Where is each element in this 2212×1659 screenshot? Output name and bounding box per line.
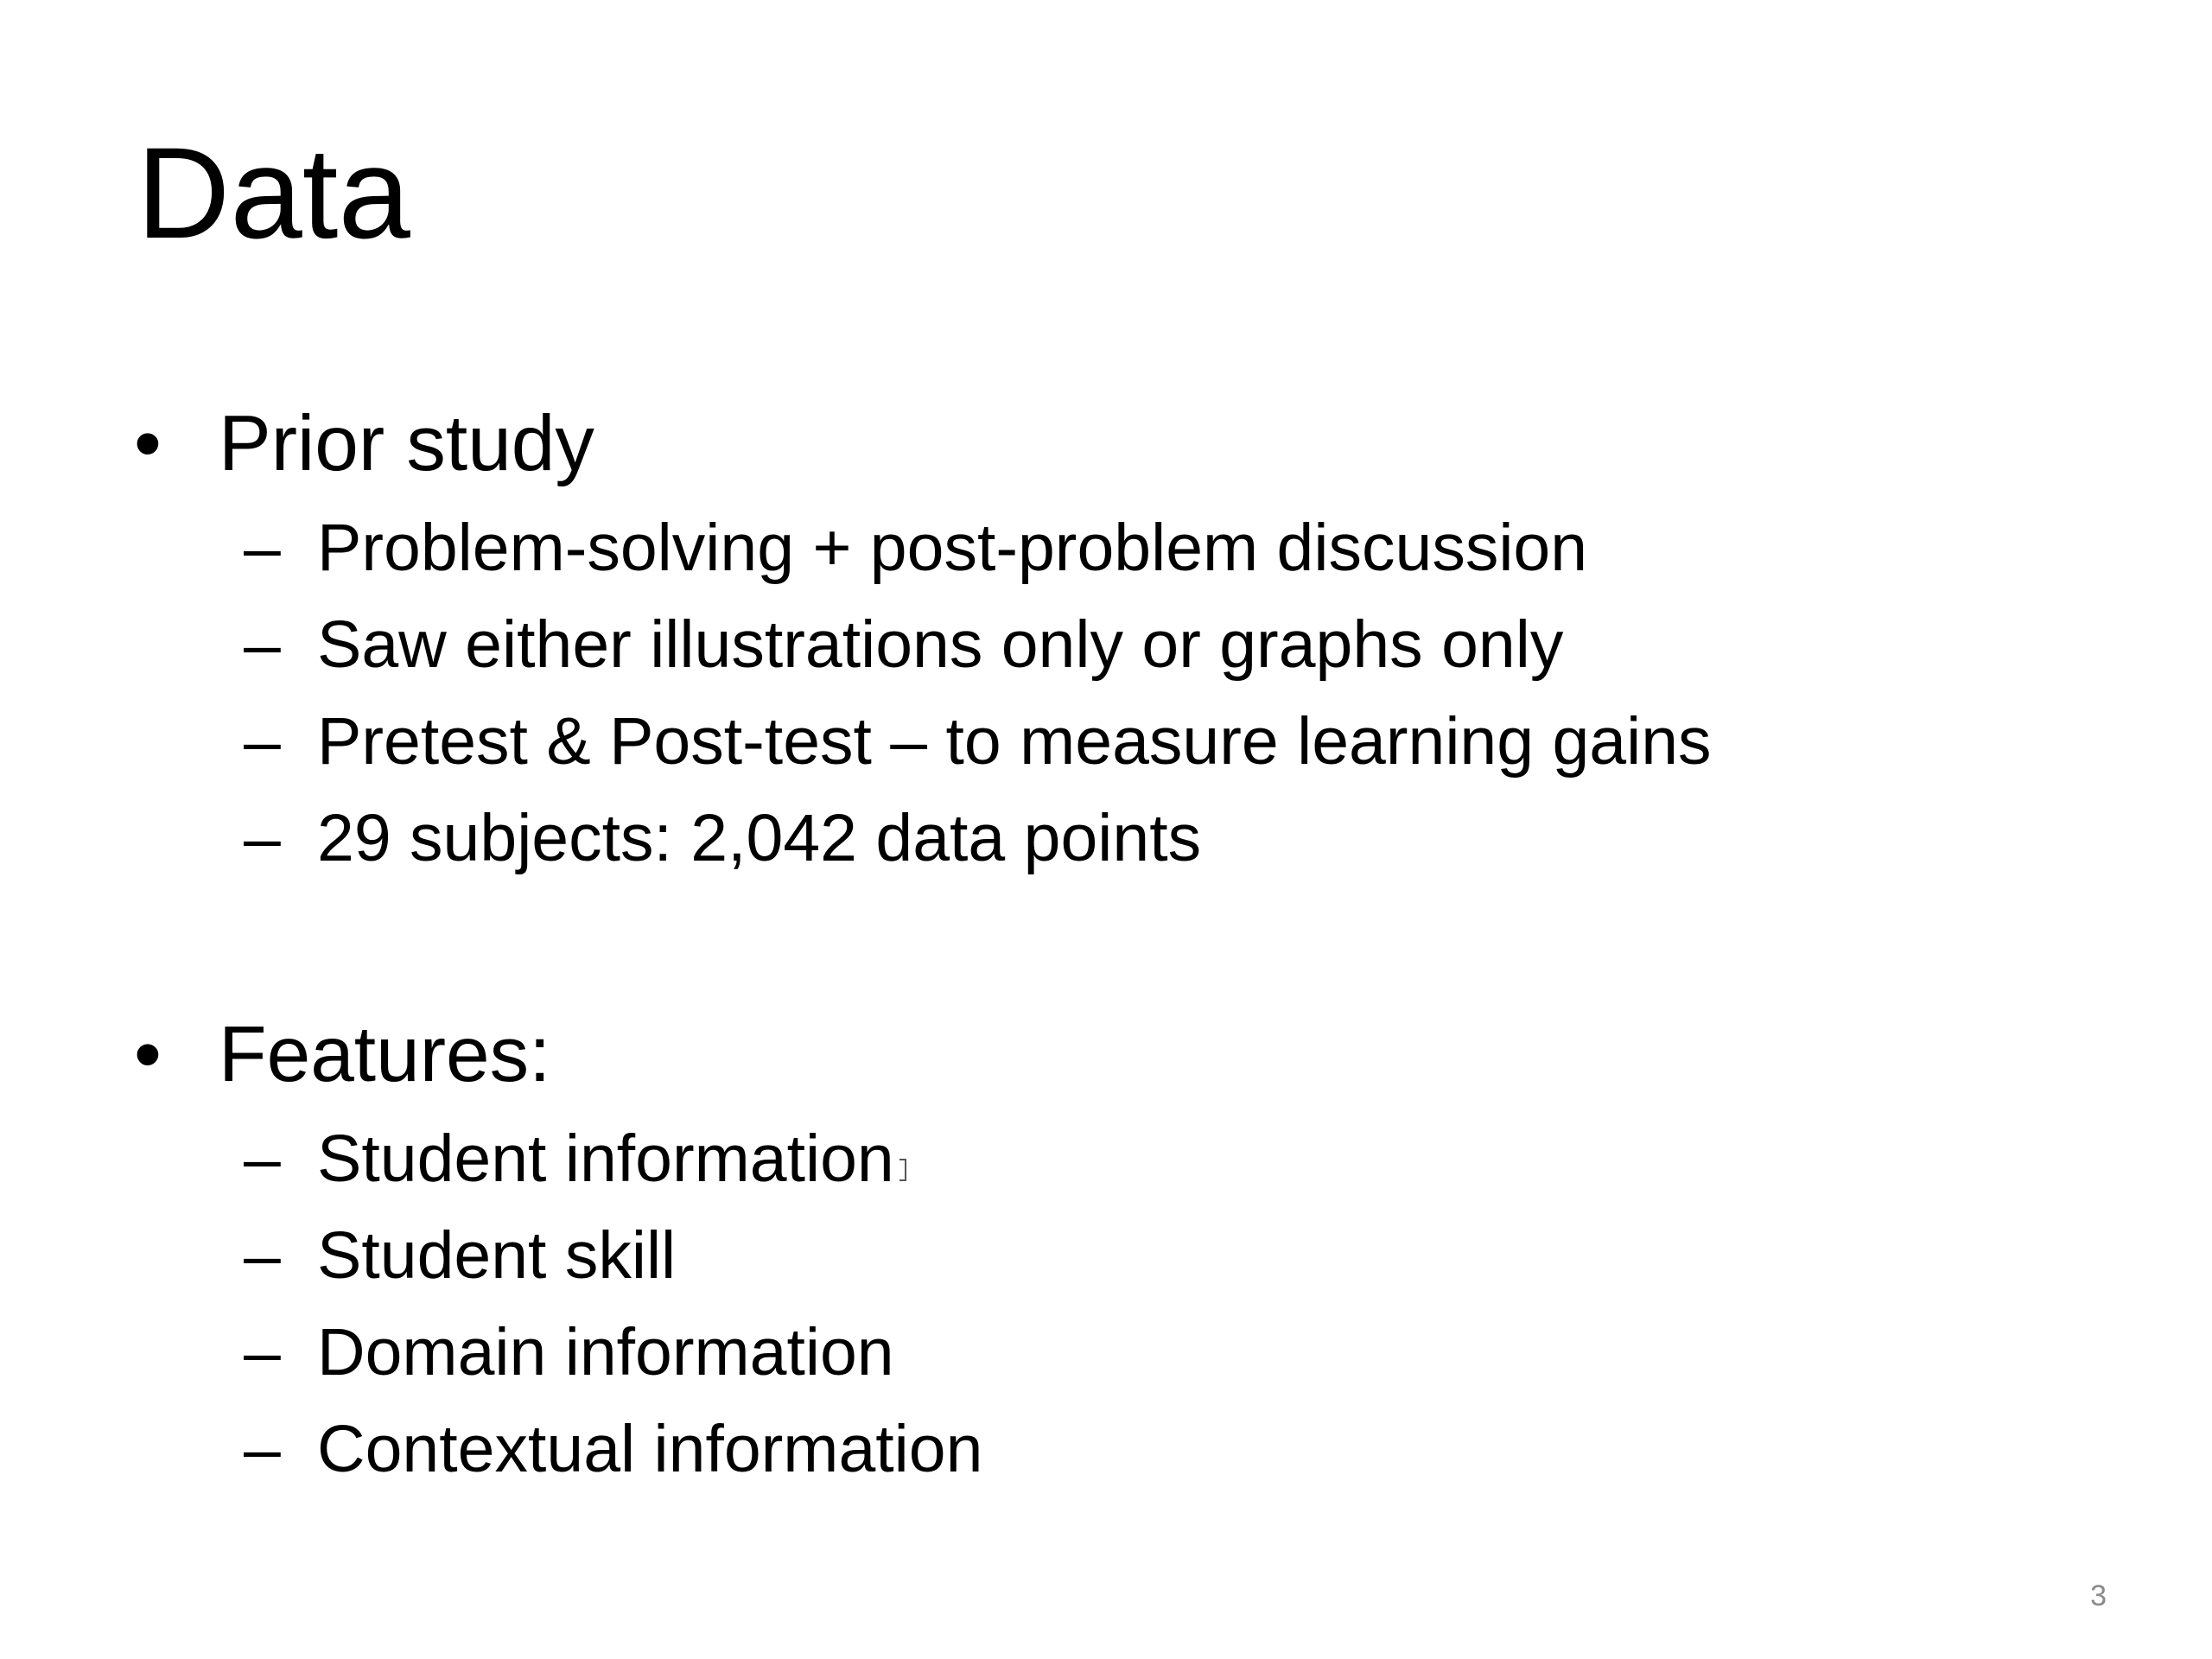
slide-title: Data	[137, 120, 410, 265]
sub-item-text: Problem-solving + post-problem discussion	[317, 511, 1588, 585]
sub-item	[244, 607, 1564, 682]
dash-marker: –	[244, 511, 281, 585]
sub-item-text: Saw either illustrations only or graphs only	[317, 607, 1564, 682]
bullet-prior-study	[134, 400, 594, 487]
dash-marker: –	[244, 607, 281, 682]
sub-item-text: Student skill	[317, 1218, 677, 1293]
dash-marker: –	[244, 1315, 281, 1389]
sub-item	[244, 1218, 677, 1293]
bullet-heading: Features:	[219, 1011, 551, 1098]
sub-item	[244, 1315, 894, 1389]
text-cursor-mark	[899, 1159, 906, 1181]
sub-item	[244, 801, 1202, 875]
bullet-marker: •	[134, 1011, 162, 1098]
page-number: 3	[2090, 1580, 2107, 1612]
sub-item-text: Contextual information	[317, 1412, 983, 1486]
sub-item-text: Domain information	[317, 1315, 894, 1389]
dash-marker: –	[244, 801, 281, 875]
sub-item	[244, 511, 1588, 585]
sub-item	[244, 1412, 983, 1486]
sub-item	[244, 1122, 906, 1196]
sub-item-text: 29 subjects: 2,042 data points	[317, 801, 1202, 875]
bullet-marker: •	[134, 400, 162, 487]
dash-marker: –	[244, 1122, 281, 1196]
dash-marker: –	[244, 704, 281, 779]
dash-marker: –	[244, 1218, 281, 1293]
dash-marker: –	[244, 1412, 281, 1486]
sub-item	[244, 704, 1712, 779]
bullet-features	[134, 1011, 551, 1098]
sub-item-text: Student information	[317, 1122, 894, 1196]
sub-item-text: Pretest & Post-test – to measure learning gains	[317, 704, 1712, 779]
bullet-heading: Prior study	[219, 400, 594, 487]
